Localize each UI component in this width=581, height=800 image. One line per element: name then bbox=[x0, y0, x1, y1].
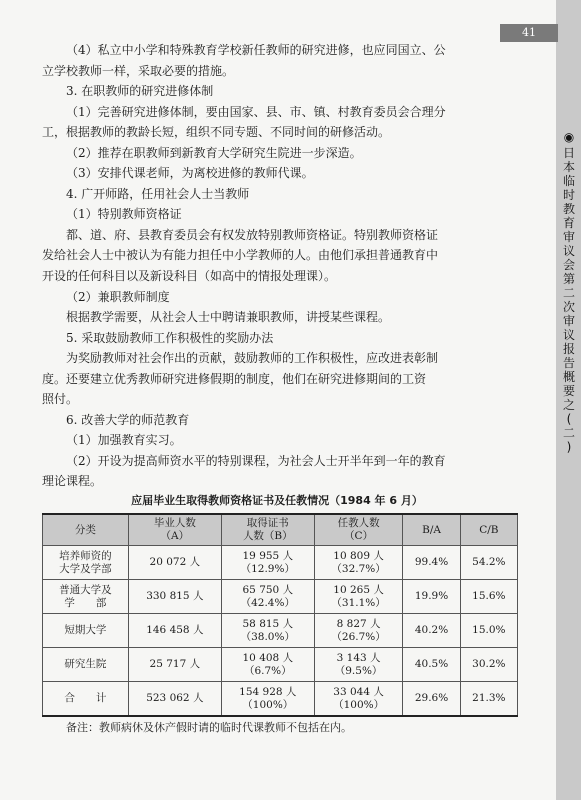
text-line: （2）开设为提高师资水平的特别课程，为社会人士开半年到一年的教育 bbox=[66, 454, 446, 468]
table-cell: 10 809 人 （32.7%） bbox=[314, 546, 403, 580]
table-header-cell: 分类 bbox=[43, 514, 129, 546]
table-row bbox=[43, 648, 518, 682]
table-cell: 330 815 人 bbox=[128, 580, 221, 614]
table-cell: 29.6% bbox=[403, 682, 460, 717]
table-cell: 154 928 人 （100%） bbox=[221, 682, 314, 717]
table-cell: 短期大学 bbox=[43, 614, 129, 648]
table-cell: 培养师资的 大学及学部 bbox=[43, 546, 129, 580]
chapter-title-vertical bbox=[559, 130, 579, 454]
table-cell: 30.2% bbox=[460, 648, 517, 682]
table-cell: 19.9% bbox=[403, 580, 460, 614]
text-line: 开设的任何科目以及新设科目（如高中的情报处理课）。 bbox=[42, 269, 337, 283]
table-cell: 25 717 人 bbox=[128, 648, 221, 682]
table-note: 备注：教师病休及休产假时请的临时代课教师不包括在内。 bbox=[66, 721, 352, 734]
text-line: 6. 改善大学的师范教育 bbox=[66, 413, 190, 427]
table-header-cell: C/B bbox=[460, 514, 517, 546]
table-cell: 54.2% bbox=[460, 546, 517, 580]
table-cell: 研究生院 bbox=[43, 648, 129, 682]
table-header-cell: 毕业人数 （A） bbox=[128, 514, 221, 546]
text-line: （2）兼职教师制度 bbox=[66, 290, 170, 304]
text-line: （1）特别教师资格证 bbox=[66, 207, 182, 221]
text-line: 5. 采取鼓励教师工作积极性的奖励办法 bbox=[66, 331, 274, 345]
text-line: （1）加强教育实习。 bbox=[66, 433, 182, 447]
table-cell: 普通大学及 学 部 bbox=[43, 580, 129, 614]
table-header-cell: 取得证书 人数（B） bbox=[221, 514, 314, 546]
table-cell: 58 815 人 （38.0%） bbox=[221, 614, 314, 648]
data-table bbox=[42, 513, 518, 717]
table-cell: 65 750 人 （42.4%） bbox=[221, 580, 314, 614]
table-cell: 21.3% bbox=[460, 682, 517, 717]
table-row bbox=[43, 580, 518, 614]
table-cell: 40.5% bbox=[403, 648, 460, 682]
table-cell: 20 072 人 bbox=[128, 546, 221, 580]
text-line: 发给社会人士中被认为有能力担任中小学教师的人。由他们承担普通教育中 bbox=[42, 248, 439, 262]
table-cell: 40.2% bbox=[403, 614, 460, 648]
page-number: 41 bbox=[500, 24, 558, 42]
table-cell: 523 062 人 bbox=[128, 682, 221, 717]
table-row bbox=[43, 682, 518, 717]
text-line: （1）完善研究进修体制，要由国家、县、市、镇、村教育委员会合理分 bbox=[66, 105, 446, 119]
table-cell: 合 计 bbox=[43, 682, 129, 717]
table-cell: 19 955 人 （12.9%） bbox=[221, 546, 314, 580]
table-caption: 应届毕业生取得教师资格证书及任教情况（1984 年 6 月） bbox=[131, 494, 423, 507]
chapter-title: 日 本 临 时 教 育 审 议 会 第 二 次 审 议 报 告 概 要 之 ( 二 ) bbox=[562, 146, 575, 454]
text-line: 度。还要建立优秀教师研究进修假期的制度，他们在研究进修期间的工资 bbox=[42, 372, 427, 386]
table-row bbox=[43, 614, 518, 648]
text-line: 照付。 bbox=[42, 392, 79, 406]
bullet-icon: ◉ bbox=[563, 130, 575, 144]
table-header-cell: 任教人数 （C） bbox=[314, 514, 403, 546]
text-line: 立学校教师一样，采取必要的措施。 bbox=[42, 64, 235, 78]
table-cell: 33 044 人 （100%） bbox=[314, 682, 403, 717]
table-row bbox=[43, 546, 518, 580]
text-line: 为奖励教师对社会作出的贡献，鼓励教师的工作积极性，应改进表彰制 bbox=[66, 351, 439, 365]
table-cell: 15.0% bbox=[460, 614, 517, 648]
table-cell: 10 408 人 （6.7%） bbox=[221, 648, 314, 682]
text-line: 3. 在职教师的研究进修体制 bbox=[66, 84, 214, 98]
table-cell: 8 827 人 （26.7%） bbox=[314, 614, 403, 648]
table-header-cell: B/A bbox=[403, 514, 460, 546]
text-line: 4. 广开师路，任用社会人士当教师 bbox=[66, 187, 250, 201]
table-cell: 99.4% bbox=[403, 546, 460, 580]
table-cell: 15.6% bbox=[460, 580, 517, 614]
table-cell: 3 143 人 （9.5%） bbox=[314, 648, 403, 682]
text-line: 理论课程。 bbox=[42, 474, 103, 488]
text-line: （3）安排代课老师，为离校进修的教师代课。 bbox=[66, 166, 314, 180]
table-cell: 10 265 人 （31.1%） bbox=[314, 580, 403, 614]
text-line: 工，根据教师的教龄长短，组织不同专题、不同时间的研修活动。 bbox=[42, 125, 391, 139]
text-line: 根据教学需要，从社会人士中聘请兼职教师，讲授某些课程。 bbox=[66, 310, 391, 324]
text-line: 都、道、府、县教育委员会有权发放特别教师资格证。特别教师资格证 bbox=[66, 228, 439, 242]
text-line: （2）推荐在职教师到新教育大学研究生院进一步深造。 bbox=[66, 146, 362, 160]
text-line: （4）私立中小学和特殊教育学校新任教师的研究进修，也应同国立、公 bbox=[66, 43, 446, 57]
table-cell: 146 458 人 bbox=[128, 614, 221, 648]
